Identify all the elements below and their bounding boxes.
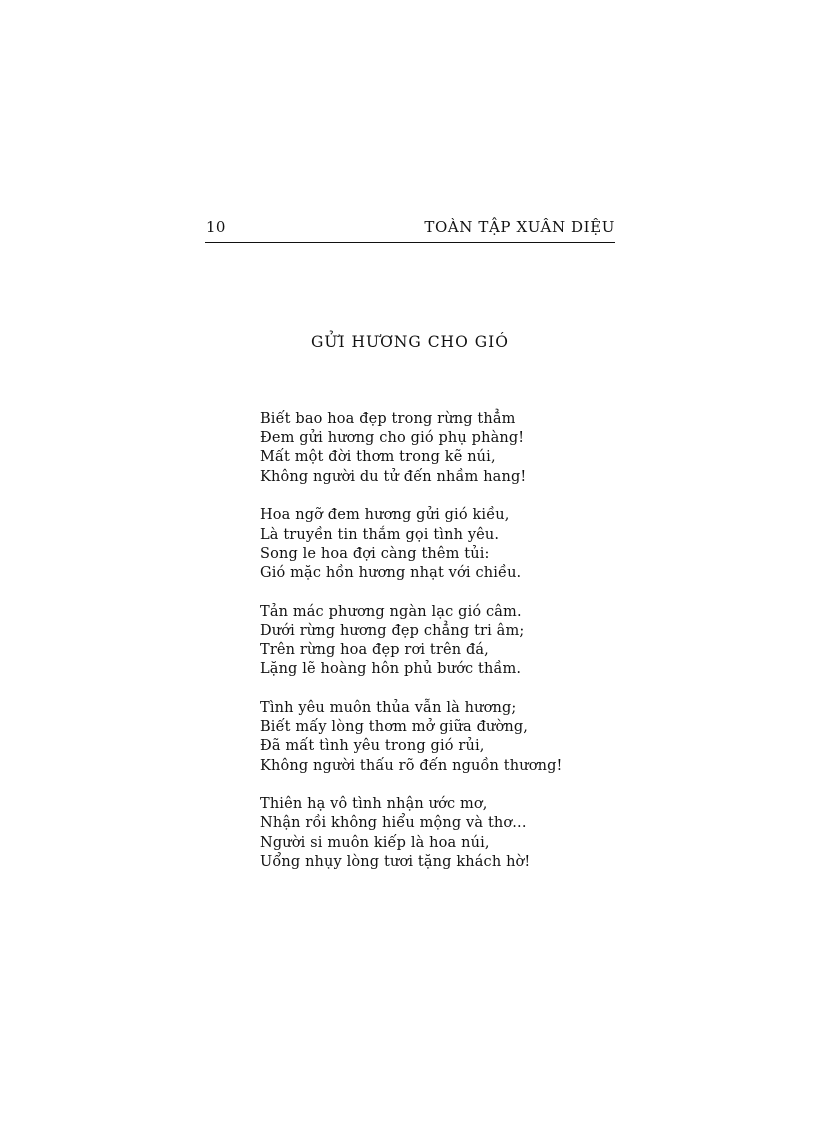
running-header — [205, 216, 615, 243]
poem-line: Lặng lẽ hoàng hôn phủ bước thầm. — [260, 661, 522, 678]
poem-line: Gió mặc hồn hương nhạt với chiều. — [260, 564, 522, 581]
poem-line: Tình yêu muôn thủa vẫn là hương; — [260, 699, 517, 716]
stanza — [260, 410, 620, 487]
poem-line: Nhận rồi không hiểu mộng và thơ... — [260, 815, 527, 832]
poem-line: Hoa ngỡ đem hương gửi gió kiều, — [260, 507, 510, 524]
book-title: TOÀN TẬP XUÂN DIỆU — [424, 218, 615, 236]
poem-line: Đem gửi hương cho gió phụ phàng! — [260, 430, 525, 447]
poem-line: Biết mấy lòng thơm mở giữa đường, — [260, 719, 529, 736]
poem-line: Tản mác phương ngàn lạc gió câm. — [260, 603, 522, 620]
poem-line: Trên rừng hoa đẹp rơi trên đá, — [260, 642, 489, 659]
poem-line: Không người thấu rõ đến nguồn thương! — [260, 757, 563, 774]
stanza — [260, 795, 620, 872]
poem-line: Uổng nhụy lòng tươi tặng khách hờ! — [260, 853, 531, 870]
poem-line: Thiên hạ vô tình nhận ước mơ, — [260, 796, 488, 813]
poem-line: Song le hoa đợi càng thêm tủi: — [260, 545, 490, 562]
stanza — [260, 699, 620, 776]
poem-line: Là truyền tin thắm gọi tình yêu. — [260, 526, 500, 543]
poem-line: Dưới rừng hương đẹp chẳng tri âm; — [260, 622, 525, 639]
page-number: 10 — [206, 218, 226, 236]
stanza — [260, 603, 620, 680]
poem-line: Mất một đời thơm trong kẽ núi, — [260, 449, 496, 466]
poem-line: Người si muôn kiếp là hoa núi, — [260, 834, 490, 851]
stanza — [260, 506, 620, 583]
poem-line: Không người du tử đến nhầm hang! — [260, 468, 527, 485]
poem-line: Biết bao hoa đẹp trong rừng thẳm — [260, 411, 516, 427]
poem-title: GỬI HƯƠNG CHO GIÓ — [311, 333, 509, 351]
poem-body — [260, 410, 620, 892]
poem-line: Đã mất tình yêu trong gió rủi, — [260, 738, 485, 755]
